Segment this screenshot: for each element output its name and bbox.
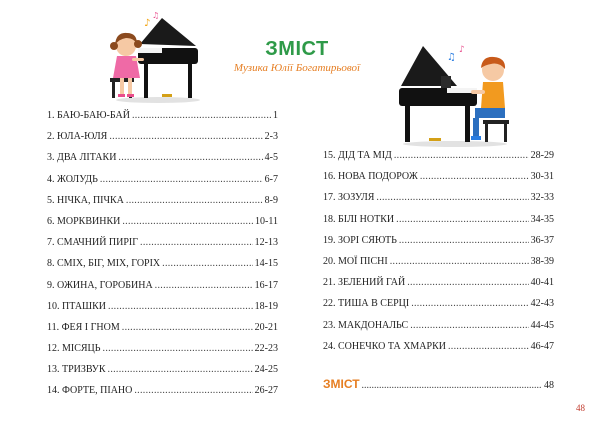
- toc-entry-pages: 30-31: [530, 171, 554, 183]
- toc-entry[interactable]: [47, 258, 278, 279]
- toc-entry[interactable]: [47, 280, 278, 301]
- toc-entry[interactable]: [323, 214, 554, 235]
- leader-dots: [390, 256, 529, 267]
- leader-dots: [108, 364, 253, 375]
- piano-pedals: [162, 94, 172, 97]
- music-note-icon: ♫: [447, 52, 456, 63]
- toc-entry-title: 22. ТИША В СЕРЦІ: [323, 298, 410, 310]
- toc-right-column: [323, 150, 554, 362]
- toc-entry-title: 23. МАКДОНАЛЬС: [323, 319, 409, 331]
- leader-dots: [108, 301, 253, 312]
- girl-at-piano-illustration: [100, 8, 200, 104]
- toc-entry-title: 20. МОЇ ПІСНІ: [323, 255, 388, 267]
- toc-entry-title: 4. ЖОЛУДЬ: [47, 173, 98, 185]
- toc-entry-pages: 1: [273, 110, 278, 121]
- boy-shirt: [481, 82, 505, 108]
- toc-entry-title: 8. СМІХ, БІГ, МІХ, ГОРІХ: [47, 258, 161, 270]
- leader-dots: [411, 298, 528, 309]
- shadow: [403, 141, 507, 147]
- toc-entry-title: 7. СМАЧНИЙ ПИРІГ: [47, 237, 139, 249]
- toc-entry[interactable]: [323, 277, 554, 298]
- leader-dots: [396, 214, 529, 225]
- toc-entry-pages: 32-33: [530, 192, 554, 204]
- toc-entry[interactable]: [323, 192, 554, 213]
- leader-dots: [399, 235, 529, 246]
- toc-entry[interactable]: [323, 298, 554, 319]
- leader-dots: [362, 380, 542, 391]
- toc-entry-pages: 46-47: [530, 340, 554, 352]
- page-title: ЗМІСТ: [265, 38, 329, 60]
- toc-entry-title: 10. ПТАШКИ: [47, 300, 107, 312]
- leader-dots: [376, 192, 528, 203]
- toc-entry-pages: 38-39: [530, 255, 554, 267]
- toc-entry-pages: 4-5: [264, 152, 278, 164]
- toc-entry-title: 21. ЗЕЛЕНИЙ ГАЙ: [323, 277, 406, 289]
- boy-pants: [475, 108, 505, 118]
- toc-entry-title: 24. СОНЕЧКО ТА ХМАРКИ: [323, 340, 446, 352]
- toc-entry[interactable]: [47, 364, 278, 385]
- toc-entry[interactable]: [323, 150, 554, 171]
- leader-dots: [126, 195, 263, 206]
- toc-entry-pages: 40-41: [530, 277, 554, 289]
- toc-entry-title: 11. ФЕЯ І ГНОМ: [47, 321, 120, 333]
- toc-entry-pages: 20-21: [254, 321, 278, 333]
- composer-subtitle: Музика Юлії Богатирьової: [233, 62, 361, 74]
- toc-entry[interactable]: [47, 174, 278, 195]
- toc-entry-title: 3. ДВА ЛІТАКИ: [47, 152, 117, 164]
- toc-entry-title: 12. МІСЯЦЬ: [47, 343, 101, 355]
- toc-entry[interactable]: [323, 235, 554, 256]
- toc-entry-pages: 28-29: [530, 150, 554, 161]
- toc-entry[interactable]: [323, 341, 554, 362]
- piano-keys: [138, 48, 162, 53]
- leader-dots: [103, 343, 253, 354]
- toc-entry[interactable]: [47, 301, 278, 322]
- toc-entry-pages: 16-17: [254, 279, 278, 291]
- toc-entry-title: 13. ТРИЗВУК: [47, 364, 106, 376]
- leader-dots: [122, 216, 253, 227]
- shadow: [116, 97, 200, 103]
- leader-dots: [134, 385, 252, 396]
- piano-leg-left: [144, 64, 148, 98]
- toc-entry-pages: 12-13: [254, 237, 278, 249]
- toc-entry-contents[interactable]: [323, 377, 554, 391]
- leader-dots: [162, 258, 253, 269]
- leader-dots: [140, 237, 253, 248]
- toc-entry-pages: 6-7: [264, 173, 278, 185]
- toc-entry-pages: 42-43: [530, 298, 554, 310]
- toc-entry[interactable]: [47, 131, 278, 152]
- toc-entry-title: 16. НОВА ПОДОРОЖ: [323, 171, 418, 183]
- toc-entry-pages: 14-15: [254, 258, 278, 270]
- toc-entry-title: 1. БАЮ-БАЮ-БАЙ: [47, 110, 130, 121]
- boy-at-piano-illustration: [395, 38, 515, 148]
- toc-entry[interactable]: [47, 322, 278, 343]
- piano-leg-right: [465, 106, 470, 142]
- toc-entry[interactable]: [47, 385, 278, 406]
- toc-entry[interactable]: [47, 195, 278, 216]
- toc-entry[interactable]: [47, 152, 278, 173]
- toc-entry-pages: 36-37: [530, 234, 554, 246]
- toc-left-column: [47, 110, 278, 407]
- leader-dots: [118, 152, 262, 163]
- toc-entry[interactable]: [323, 256, 554, 277]
- toc-entry[interactable]: [323, 320, 554, 341]
- toc-entry-title: 2. ЮЛА-ЮЛЯ: [47, 131, 108, 143]
- toc-entry-pages: 8-9: [264, 194, 278, 206]
- toc-entry-pages: 48: [544, 380, 554, 391]
- toc-entry-pages: 24-25: [254, 364, 278, 376]
- music-note-icon: ♪: [144, 18, 151, 29]
- leader-dots: [132, 110, 271, 121]
- toc-entry-pages: 26-27: [254, 385, 278, 397]
- girl-legs: [120, 78, 124, 94]
- toc-entry-title: 17. ЗОЗУЛЯ: [323, 192, 375, 204]
- leader-dots: [410, 320, 528, 331]
- music-note-icon: ♪: [459, 45, 465, 55]
- toc-entry[interactable]: [47, 343, 278, 364]
- leader-dots: [109, 131, 262, 142]
- girl-arm: [132, 58, 144, 61]
- toc-entry-pages: 44-45: [530, 319, 554, 331]
- toc-entry-title: 9. ОЖИНА, ГОРОБИНА: [47, 279, 153, 291]
- toc-entry-title: 14. ФОРТЕ, ПІАНО: [47, 385, 133, 397]
- leader-dots: [100, 174, 263, 185]
- piano-leg-left: [405, 106, 410, 142]
- toc-entry-pages: 10-11: [255, 215, 278, 227]
- boy-arm: [471, 90, 485, 94]
- leader-dots: [448, 341, 529, 352]
- leader-dots: [394, 150, 529, 161]
- music-note-icon: ♫: [152, 11, 160, 20]
- leader-dots: [122, 322, 253, 333]
- piano-leg-right: [188, 64, 192, 98]
- toc-entry-pages: 18-19: [254, 300, 278, 312]
- toc-entry-pages: 2-3: [264, 131, 278, 143]
- toc-entry[interactable]: [323, 171, 554, 192]
- toc-entry-title: 15. ДІД ТА МІД: [323, 150, 392, 161]
- toc-entry-title: 19. ЗОРІ СЯЮТЬ: [323, 234, 397, 246]
- toc-entry-pages: 22-23: [254, 343, 278, 355]
- toc-entry[interactable]: [47, 216, 278, 237]
- toc-entry[interactable]: [47, 110, 278, 131]
- toc-entry-title: 6. МОРКВИНКИ: [47, 215, 121, 227]
- toc-entry-title: 5. НІЧКА, ПІЧКА: [47, 194, 124, 206]
- toc-entry-pages: 34-35: [530, 213, 554, 225]
- stool: [483, 120, 509, 124]
- toc-entry-title: ЗМІСТ: [323, 377, 360, 391]
- toc-entry-title: 18. БІЛІ НОТКИ: [323, 213, 395, 225]
- music-stand: [441, 76, 451, 88]
- page-number: 48: [576, 403, 585, 413]
- piano-pedals: [429, 138, 441, 141]
- leader-dots: [420, 171, 529, 182]
- leader-dots: [155, 280, 253, 291]
- toc-entry[interactable]: [47, 237, 278, 258]
- leader-dots: [407, 277, 528, 288]
